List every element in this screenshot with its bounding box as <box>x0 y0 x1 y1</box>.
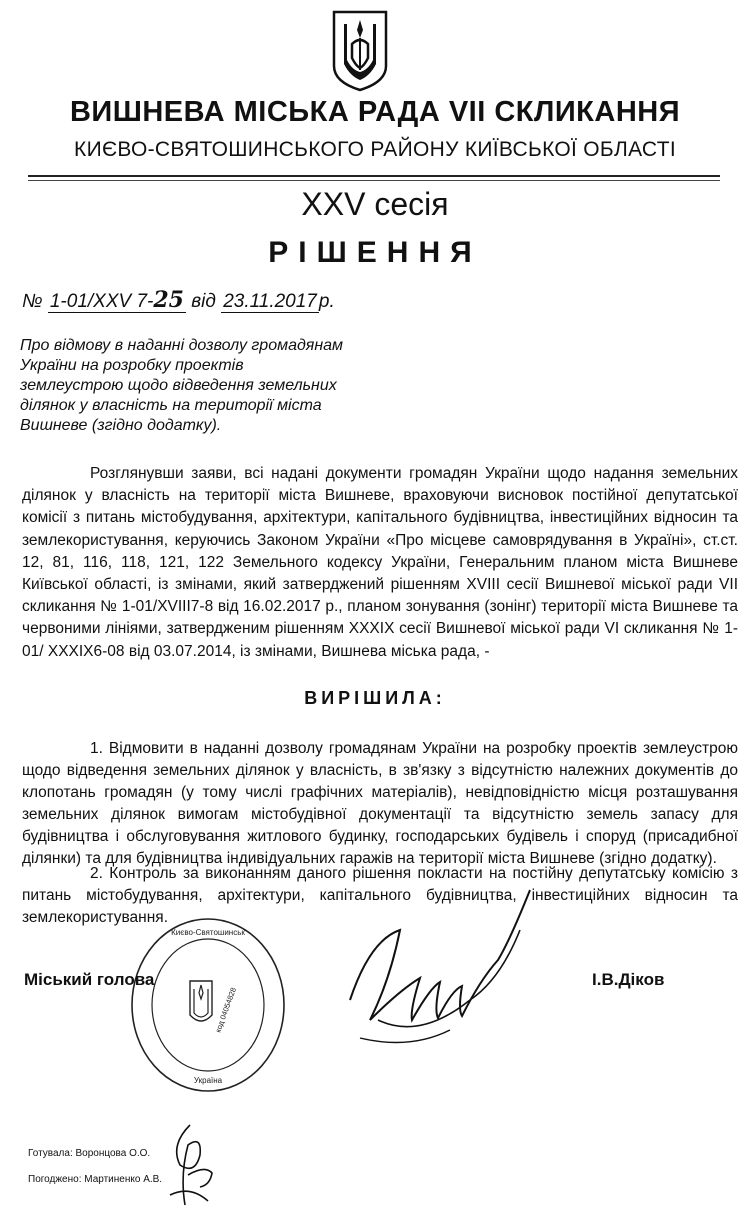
svg-text:Україна: Україна <box>193 1076 223 1085</box>
clause-1: 1. Відмовити в наданні дозволу громадянам України на розробку проектів землеустрою щодо відведення земельних ділянок у власність, в зв'язку з відсутністю належних документів до клопотань громадян (у тому числі графічних матеріалів), невідповідністю місця розташування земельних ділянок вимогам містобудівної документації та відсутністю земель запасу для будівництва і обслуговування житлового будинку, господарських будівель і споруд (присадибної ділянки) та для будівництва індивідуальних гаражів на території міста Вишневе (згідно додатку). <box>22 740 738 867</box>
prepared-by: Готувала: Воронцова О.О. <box>28 1148 151 1159</box>
clause-2: 2. Контроль за виконанням даного рішення покласти на постійну депутатську комісію з питань містобудування, архітектури, капітального будівництва, інвестиційних відносин та землекористування. <box>22 865 738 926</box>
decision-number: 1-01/XXV 7-25 <box>49 287 184 313</box>
approved-by: Погоджено: Мартиненко А.В. <box>28 1174 163 1185</box>
date-prefix: від <box>191 291 216 312</box>
handwritten-number: 25 <box>153 287 184 313</box>
decision-title: РІШЕННЯ <box>268 236 482 269</box>
mayor-name: І.В.Діков <box>592 970 665 989</box>
svg-text:код 04054828: код 04054828 <box>213 986 239 1034</box>
session-title: XXV сесія <box>301 186 449 222</box>
resolved-heading: ВИРІШИЛА: <box>304 688 446 708</box>
preamble-paragraph: Розглянувши заяви, всі надані документи громадян України щодо надання земельних ділянок у власність на території міста Вишневе, враховуючи висновок постійної депутатської комісії з питань містобудування, архітектури, капітального будівництва, інвестиційних відносин та землекористування, керуючись Законом України «Про місцеве самоврядування в Україні», ст.ст. 12, 81, 116, 118, 121, 122 Земельного кодексу України, Генеральним планом міста Вишневе Київської області, із змінами, який затверджений рішенням XVIII сесії Вишневої міської ради VII скликання № 1-01/XVIII7-8 від 16.02.2017 р., планом зонування (зонінг) території міста Вишневе та червоними лініями, затвердженим рішенням XXXIX сесії Вишневої міської ради VI скликання № 1-01/ XXXIX6-08 від 03.07.2014, із змінами, Вишнева міська рада, - <box>22 465 738 660</box>
decision-number-line <box>22 287 335 313</box>
number-prefix: № <box>22 291 43 312</box>
decision-date: 23.11.2017 <box>223 291 317 312</box>
header-rule-thin <box>28 180 720 181</box>
decision-subject: Про відмову в наданні дозволу громадянам України на розробку проектів землеустрою щодо відведення земельних ділянок у власність на території міста Вишневе (згідно додатку). <box>20 337 344 434</box>
approval-signature <box>150 1115 230 1225</box>
council-title: ВИШНЕВА МІСЬКА РАДА VII СКЛИКАННЯ <box>69 96 681 128</box>
coat-of-arms-icon <box>330 8 390 92</box>
mayor-label: Міський голова <box>24 970 155 989</box>
header-rule <box>28 175 720 177</box>
mayor-signature <box>330 870 550 1070</box>
date-suffix: р. <box>318 291 335 312</box>
official-seal <box>128 915 288 1095</box>
svg-text:Києво-Святошинськ: Києво-Святошинськ <box>171 928 245 937</box>
council-subtitle: КИЄВО-СВЯТОШИНСЬКОГО РАЙОНУ КИЇВСЬКОЇ ОБЛАСТІ <box>74 138 676 161</box>
